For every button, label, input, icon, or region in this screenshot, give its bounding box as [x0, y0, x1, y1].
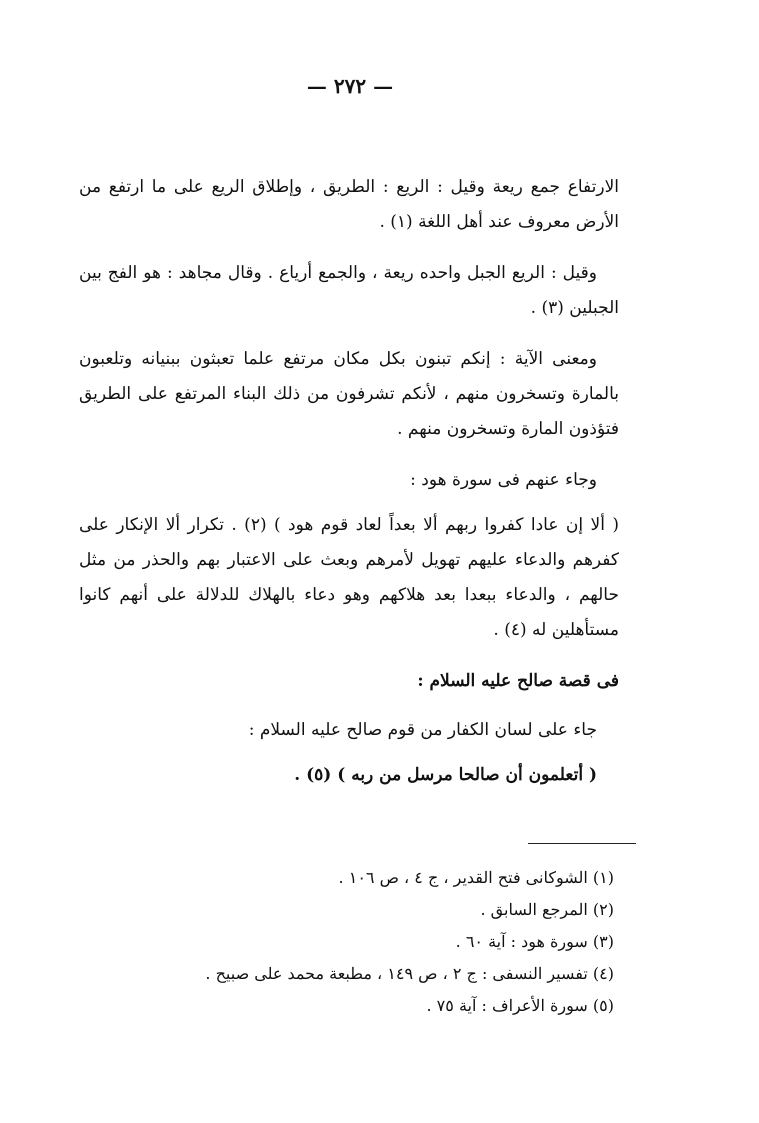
- footnote-1: (١) الشوكانى فتح القدير ، ج ٤ ، ص ١٠٦ .: [338, 868, 614, 887]
- salih-verse: ( أتعلمون أن صالحا مرسل من ربه ) (٥) .: [294, 765, 597, 785]
- paragraph-rai-mountain: وقيل : الريع الجبل واحده ريعة ، والجمع أرياع . وقال مجاهد : هو الفج بين الجبلين (٣) .: [79, 263, 619, 318]
- footnote-3: (٣) سورة هود : آية ٦٠ .: [455, 932, 614, 951]
- main-text: [79, 170, 619, 809]
- paragraph-hud-verse-commentary: ( ألا إن عادا كفروا ربهم ألا بعداً لعاد قوم هود ) (٢) . تكرار ألا الإنكار على كفرهم والدعاء عليهم تهويل لأمرهم وبعث على الاعتبار بهم والحذر من مثل حالهم ، والدعاء ببعدا بعد هلاكهم وهو دعاء بالهلاك للدلالة على أنهم كانوا مستأهلين له (٤) .: [79, 515, 619, 640]
- paragraph-rai-definition: الارتفاع جمع ريعة وقيل : الريع : الطريق ، وإطلاق الريع على ما ارتفع من الأرض معروف عند أهل اللغة (١) .: [79, 177, 619, 232]
- footnote-divider: [528, 843, 636, 844]
- footnote-2: (٢) المرجع السابق .: [480, 900, 614, 919]
- paragraph-salih-intro: جاء على لسان الكفار من قوم صالح عليه السلام :: [248, 720, 597, 740]
- footnote-5: (٥) سورة الأعراف : آية ٧٥ .: [426, 996, 614, 1015]
- paragraph-verse-meaning: ومعنى الآية : إنكم تبنون بكل مكان مرتفع علما تعبثون ببنيانه وتلعبون بالمارة وتسخرون منهم ، لأنكم تشرفون من ذلك البناء المرتفع على الطريق فتؤذون المارة وتسخرون منهم .: [79, 349, 619, 439]
- paragraph-surah-hud-intro: وجاء عنهم فى سورة هود :: [410, 470, 597, 490]
- footnotes-list: [154, 862, 614, 1022]
- footnote-4: (٤) تفسير النسفى : ج ٢ ، ص ١٤٩ ، مطبعة محمد على صبيح .: [205, 964, 614, 983]
- section-heading-salih: فى قصة صالح عليه السلام :: [417, 671, 619, 691]
- page-number: — ٢٧٢ —: [306, 74, 394, 98]
